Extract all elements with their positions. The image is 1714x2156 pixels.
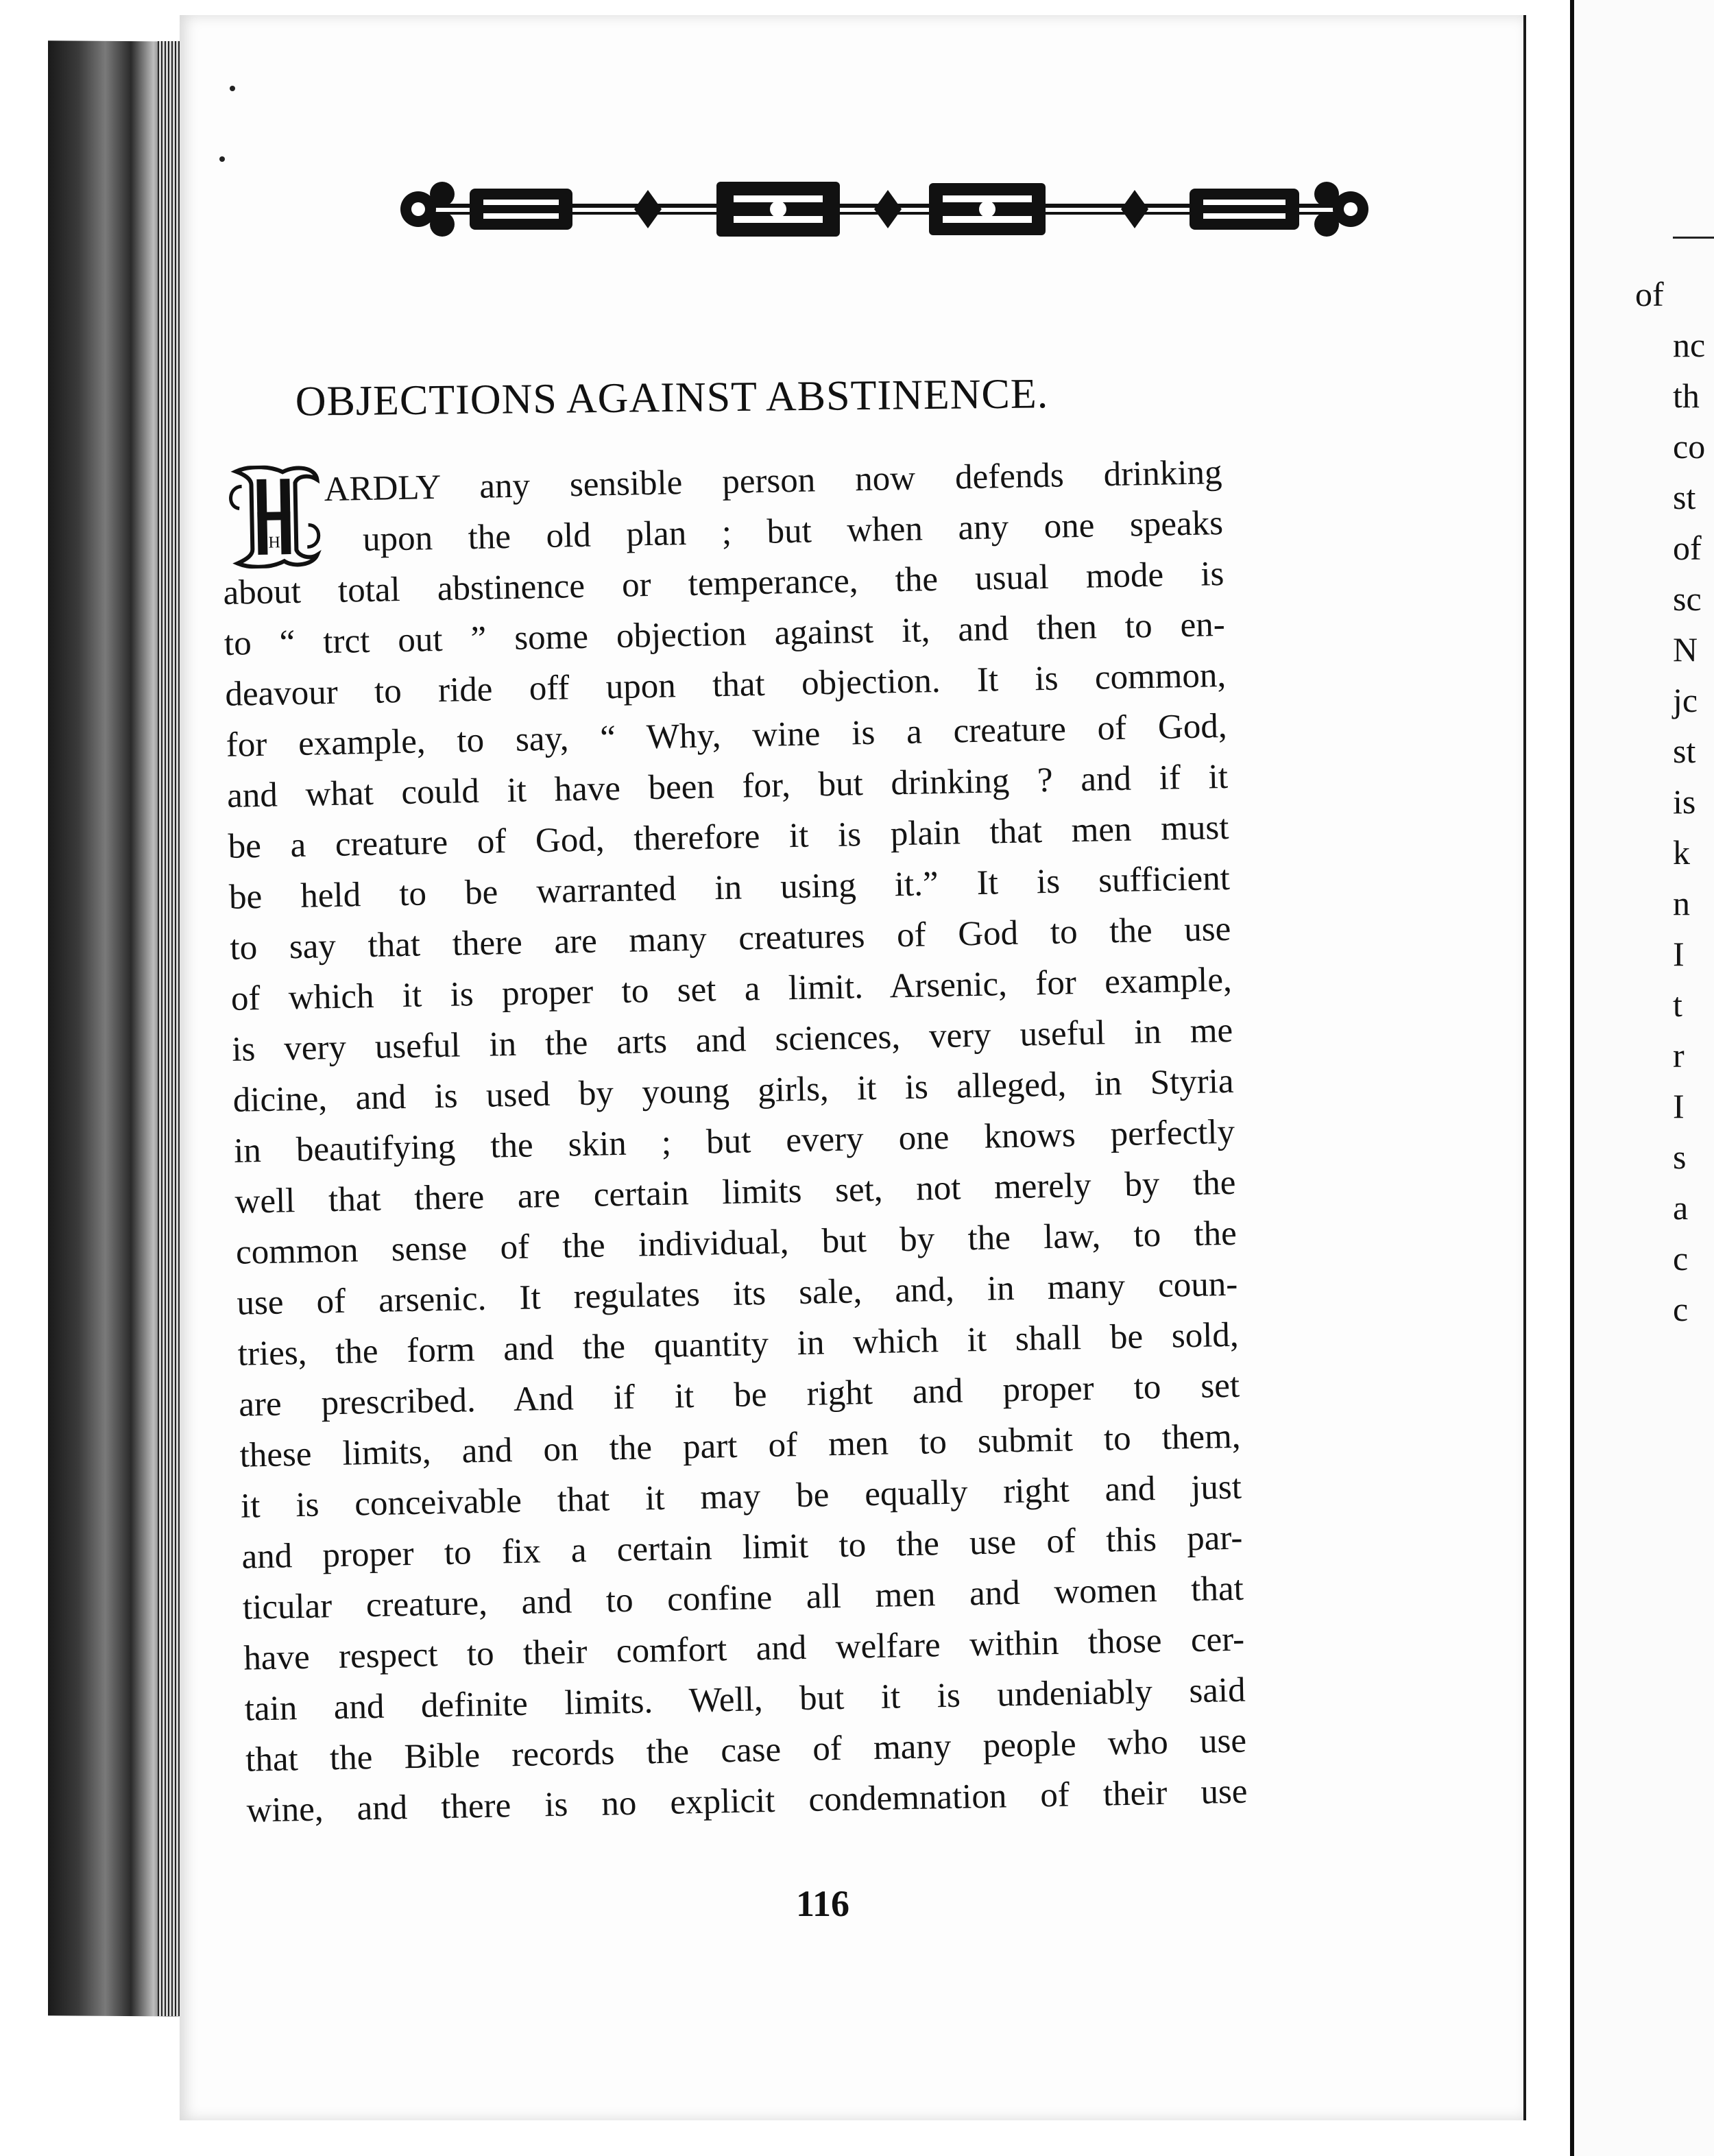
text-line: and proper to fix a certain limit to the use of this par- — [241, 1518, 1243, 1577]
facing-page — [1570, 0, 1714, 2156]
text-line: in beautifying the skin ; but every one knows perfectly — [233, 1112, 1235, 1171]
facing-page-text-fragment: sc — [1673, 579, 1702, 618]
facing-page-text-fragment: jc — [1673, 681, 1698, 719]
facing-page-text-fragment: s — [1673, 1138, 1687, 1176]
text-line: upon the old plan ; but when any one speaks — [362, 503, 1224, 560]
facing-page-text-fragment: of — [1673, 529, 1702, 567]
text-line: be held to be warranted in using it.” It is sufficient — [228, 859, 1231, 917]
text-line: ticular creature, and to confine all men and women that — [242, 1569, 1244, 1627]
page-number: 116 — [795, 1883, 850, 1924]
page-title: OBJECTIONS AGAINST ABSTINENCE. — [295, 370, 1049, 425]
text-line: be a creature of God, therefore it is plain that men must — [228, 808, 1229, 866]
text-line: is very useful in the arts and sciences, very useful in me — [231, 1011, 1233, 1069]
facing-page-text-fragment: co — [1673, 427, 1706, 466]
drop-cap-letter — [221, 464, 326, 569]
facing-page-text-fragment: c — [1673, 1239, 1689, 1278]
text-line: ARDLY any sensible person now defends drinking — [324, 453, 1222, 510]
facing-page-text-fragment: N — [1673, 630, 1698, 669]
text-line: use of arsenic. It regulates its sale, and, in many coun- — [236, 1265, 1238, 1323]
facing-page-text-fragment: st — [1673, 478, 1696, 516]
text-line: of which it is proper to set a limit. Arsenic, for example, — [230, 960, 1233, 1018]
text-line: it is conceivable that it may be equally right and just — [240, 1468, 1242, 1526]
text-line: common sense of the individual, but by the law, to the — [235, 1214, 1238, 1272]
text-line: to “ trct out ” some objection against it, and then to en- — [224, 605, 1226, 663]
text-line: that the Bible records the case of many people who use — [245, 1721, 1247, 1780]
paper-speck — [230, 86, 235, 91]
text-line: have respect to their comfort and welfare within those cer- — [243, 1620, 1245, 1678]
text-line: are prescribed. And if it be right and proper to set — [238, 1366, 1240, 1424]
text-line: tries, the form and the quantity in which it shall be sold, — [237, 1315, 1240, 1374]
facing-page-text-fragment: is — [1673, 782, 1696, 821]
facing-page-text-fragment: st — [1673, 732, 1696, 770]
facing-page-text-fragment: c — [1673, 1290, 1689, 1328]
text-line: deavour to ride off upon that objection. It is common, — [224, 656, 1227, 714]
facing-page-text-fragment: I — [1673, 1087, 1685, 1125]
facing-page-rule — [1673, 237, 1714, 239]
text-line: and what could it have been for, but drinking ? and if it — [226, 757, 1229, 815]
decorative-header-ornament — [394, 168, 1375, 250]
facing-page-text-fragment: r — [1673, 1036, 1685, 1075]
facing-page-text-fragment: t — [1673, 985, 1682, 1024]
facing-page-text-fragment: of — [1635, 275, 1664, 313]
text-line: these limits, and on the part of men to submit to them, — [239, 1417, 1241, 1475]
text-line: well that there are certain limits set, not merely by the — [234, 1163, 1236, 1221]
text-line: to say that there are many creatures of God to the use — [229, 909, 1231, 968]
facing-page-text-fragment: n — [1673, 884, 1690, 922]
svg-text:H: H — [268, 534, 281, 552]
facing-page-text-fragment: a — [1673, 1188, 1689, 1227]
text-line: dicine, and is used by young girls, it is alleged, in Styria — [232, 1062, 1235, 1120]
facing-page-text-fragment: nc — [1673, 326, 1706, 364]
text-line: wine, and there is no explicit condemnation of their use — [246, 1772, 1248, 1830]
text-line: for example, to say, “ Why, wine is a creature of God, — [226, 706, 1228, 765]
facing-page-text-fragment: th — [1673, 376, 1700, 415]
text-line: about total abstinence or temperance, the usual mode is — [223, 554, 1224, 612]
facing-page-text-fragment: I — [1673, 935, 1685, 973]
paper-speck — [219, 156, 225, 162]
facing-page-text-fragment: k — [1673, 833, 1690, 872]
text-line: tain and definite limits. Well, but it is undeniably said — [244, 1670, 1246, 1729]
